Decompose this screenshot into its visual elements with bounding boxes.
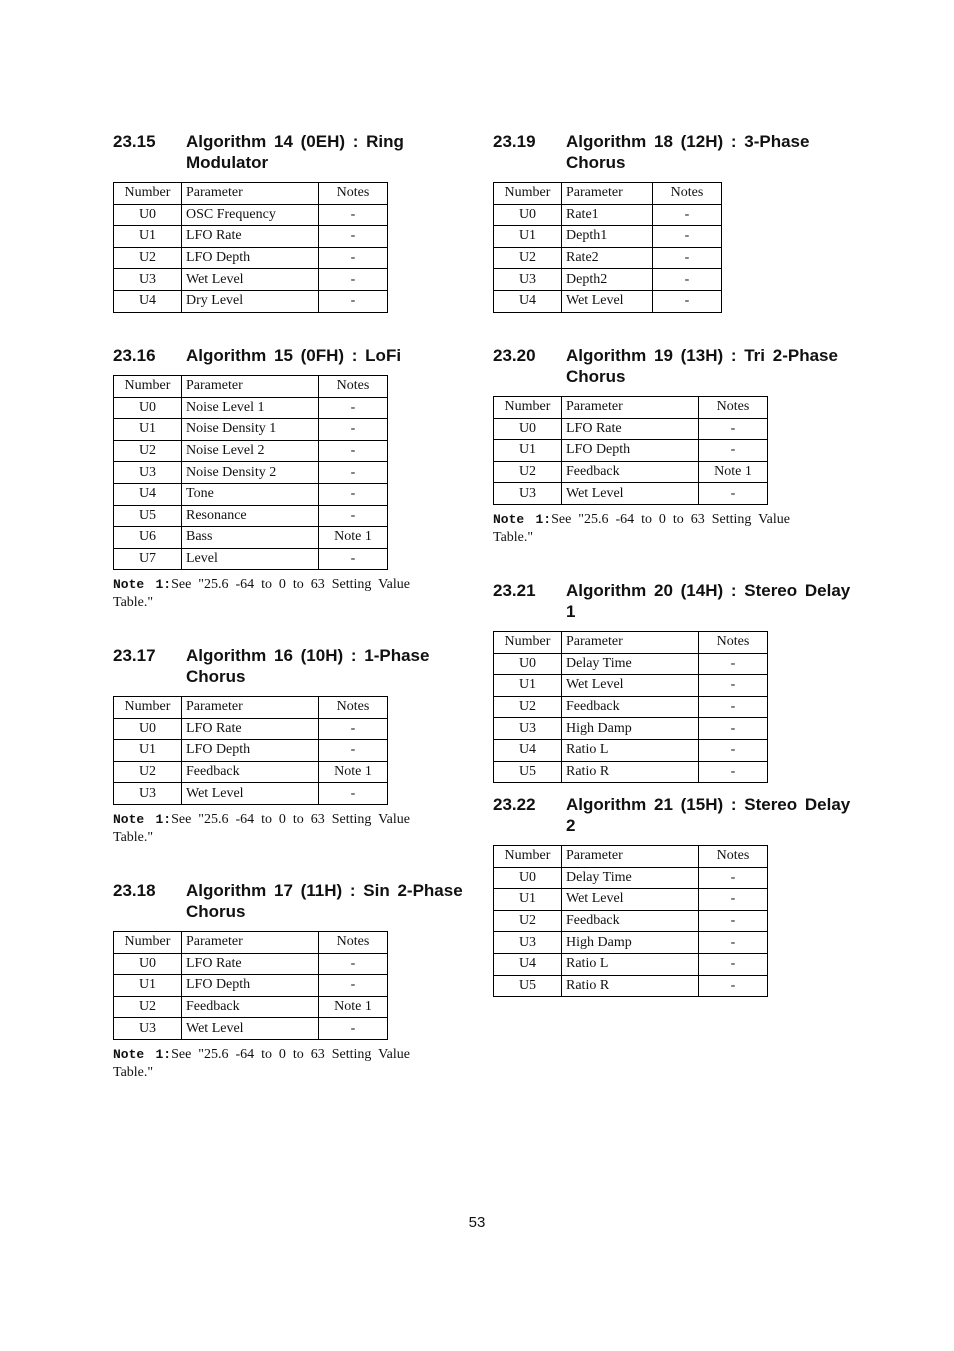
table-cell: U0 [494, 867, 562, 889]
table-cell: LFO Depth [182, 975, 319, 997]
section-heading [113, 131, 463, 173]
table-cell: U4 [114, 290, 182, 312]
section-23-18 [113, 880, 463, 1082]
table-cell: - [699, 932, 768, 954]
table-cell: Note 1 [699, 461, 768, 483]
section-number: 23.15 [113, 132, 156, 151]
column-header: Number [494, 846, 562, 868]
table-cell: - [319, 226, 388, 248]
table-cell: U3 [114, 462, 182, 484]
table-cell: U7 [114, 548, 182, 570]
section-title: Algorithm 14 (0EH) : Ring Modulator [186, 132, 404, 172]
table-cell: U3 [114, 1018, 182, 1040]
parameter-table [493, 631, 768, 783]
table-header-row [114, 697, 388, 719]
table-cell: U0 [494, 204, 562, 226]
table-cell: U6 [114, 527, 182, 549]
table-cell: - [319, 953, 388, 975]
section-title: Algorithm 16 (10H) : 1-Phase Chorus [186, 646, 430, 686]
table-cell: Noise Level 1 [182, 397, 319, 419]
table-cell: U5 [494, 761, 562, 783]
table-cell: - [699, 696, 768, 718]
table-cell: Level [182, 548, 319, 570]
table-cell: - [319, 783, 388, 805]
table-cell: Wet Level [182, 269, 319, 291]
footnote [493, 511, 790, 547]
table-cell: U1 [114, 975, 182, 997]
section-number: 23.19 [493, 132, 536, 151]
section-number: 23.22 [493, 795, 536, 814]
table-cell: U3 [494, 483, 562, 505]
parameter-table [113, 182, 388, 313]
column-header: Parameter [182, 376, 319, 398]
table-cell: U0 [114, 718, 182, 740]
column-header: Number [114, 183, 182, 205]
table-cell: - [319, 290, 388, 312]
footnote-tag: Note 1: [493, 511, 552, 527]
table-row [114, 975, 388, 997]
parameter-table [113, 931, 388, 1040]
table-cell: U3 [494, 269, 562, 291]
footnote [113, 811, 410, 847]
table-row [114, 440, 388, 462]
table-cell: High Damp [562, 718, 699, 740]
column-header: Number [494, 632, 562, 654]
section-title: Algorithm 15 (0FH) : LoFi [186, 346, 402, 365]
footnote-text: See "25.6 -64 to 0 to 63 Setting Value Table." [113, 1046, 410, 1080]
table-cell: U4 [494, 290, 562, 312]
table-row [114, 996, 388, 1018]
column-header: Parameter [182, 697, 319, 719]
table-cell: U5 [114, 505, 182, 527]
table-cell: - [319, 440, 388, 462]
table-cell: U2 [494, 696, 562, 718]
table-row [114, 397, 388, 419]
column-header: Notes [319, 697, 388, 719]
table-cell: U2 [114, 440, 182, 462]
table-cell: - [699, 953, 768, 975]
table-cell: - [319, 269, 388, 291]
table-row [114, 1018, 388, 1040]
table-row [114, 419, 388, 441]
table-cell: Ratio R [562, 975, 699, 997]
table-cell: - [319, 975, 388, 997]
section-title: Algorithm 19 (13H) : Tri 2-Phase Chorus [566, 346, 838, 386]
section-title: Algorithm 17 (11H) : Sin 2-Phase Chorus [186, 881, 463, 921]
table-cell: U0 [494, 418, 562, 440]
table-row [494, 269, 722, 291]
table-cell: U2 [114, 247, 182, 269]
table-row [114, 483, 388, 505]
table-cell: Noise Density 1 [182, 419, 319, 441]
table-cell: Resonance [182, 505, 319, 527]
table-cell: - [319, 247, 388, 269]
table-cell: Rate1 [562, 204, 653, 226]
table-cell: Rate2 [562, 247, 653, 269]
table-header-row [494, 397, 768, 419]
table-row [494, 204, 722, 226]
section-heading [113, 345, 410, 366]
table-row [114, 953, 388, 975]
table-cell: - [699, 739, 768, 761]
table-cell: U4 [494, 739, 562, 761]
table-row [114, 204, 388, 226]
section-heading [113, 645, 463, 687]
column-header: Parameter [562, 183, 653, 205]
table-cell: - [699, 483, 768, 505]
section-23-19 [493, 131, 853, 313]
parameter-table [493, 396, 768, 505]
section-number: 23.16 [113, 346, 156, 365]
table-cell: - [699, 718, 768, 740]
table-cell: Wet Level [182, 783, 319, 805]
table-row [494, 910, 768, 932]
section-title: Algorithm 20 (14H) : Stereo Delay 1 [566, 581, 851, 621]
section-number: 23.18 [113, 881, 156, 900]
table-cell: U2 [494, 247, 562, 269]
table-cell: U3 [494, 718, 562, 740]
table-row [494, 440, 768, 462]
table-cell: Noise Density 2 [182, 462, 319, 484]
table-row [494, 653, 768, 675]
table-cell: U0 [494, 653, 562, 675]
table-row [494, 953, 768, 975]
section-heading [113, 880, 463, 922]
table-cell: - [653, 290, 722, 312]
section-heading [493, 580, 853, 622]
page-number: 53 [468, 1214, 486, 1231]
table-row [114, 290, 388, 312]
section-number: 23.21 [493, 581, 536, 600]
table-row [494, 867, 768, 889]
table-row [494, 247, 722, 269]
table-cell: Bass [182, 527, 319, 549]
column-header: Notes [319, 376, 388, 398]
column-header: Notes [699, 632, 768, 654]
table-cell: U1 [494, 889, 562, 911]
table-cell: - [699, 910, 768, 932]
table-cell: Feedback [182, 996, 319, 1018]
table-row [494, 718, 768, 740]
table-cell: - [699, 418, 768, 440]
table-cell: U1 [114, 419, 182, 441]
table-cell: OSC Frequency [182, 204, 319, 226]
table-cell: - [699, 975, 768, 997]
table-cell: Noise Level 2 [182, 440, 319, 462]
table-row [114, 761, 388, 783]
footnote-text: See "25.6 -64 to 0 to 63 Setting Value Table." [113, 577, 410, 611]
table-row [494, 461, 768, 483]
table-cell: - [653, 247, 722, 269]
table-cell: U4 [114, 483, 182, 505]
table-cell: LFO Rate [562, 418, 699, 440]
table-header-row [114, 183, 388, 205]
table-cell: Wet Level [562, 483, 699, 505]
footnote [113, 1046, 410, 1082]
table-cell: Delay Time [562, 867, 699, 889]
table-cell: U2 [114, 996, 182, 1018]
footnote-tag: Note 1: [113, 577, 172, 593]
table-cell: Ratio L [562, 739, 699, 761]
footnote-text: See "25.6 -64 to 0 to 63 Setting Value Table." [493, 511, 790, 545]
table-row [494, 889, 768, 911]
table-row [114, 247, 388, 269]
table-cell: Wet Level [562, 889, 699, 911]
table-cell: U0 [114, 953, 182, 975]
table-row [494, 675, 768, 697]
table-cell: U2 [494, 461, 562, 483]
table-cell: Wet Level [182, 1018, 319, 1040]
table-cell: - [319, 419, 388, 441]
table-cell: LFO Depth [182, 247, 319, 269]
column-header: Parameter [562, 397, 699, 419]
section-23-15 [113, 131, 463, 313]
table-cell: U1 [494, 675, 562, 697]
table-row [494, 696, 768, 718]
table-row [114, 226, 388, 248]
table-cell: Depth2 [562, 269, 653, 291]
table-cell: U1 [494, 226, 562, 248]
footnote-tag: Note 1: [113, 1046, 172, 1062]
column-header: Number [494, 397, 562, 419]
table-cell: Wet Level [562, 290, 653, 312]
table-cell: Feedback [562, 696, 699, 718]
table-cell: Feedback [562, 461, 699, 483]
table-header-row [494, 632, 768, 654]
column-header: Notes [699, 846, 768, 868]
table-cell: - [699, 440, 768, 462]
section-heading [493, 345, 853, 387]
table-header-row [494, 183, 722, 205]
section-23-17 [113, 645, 463, 847]
table-row [114, 740, 388, 762]
table-cell: LFO Rate [182, 226, 319, 248]
table-header-row [494, 846, 768, 868]
table-cell: Ratio R [562, 761, 699, 783]
column-header: Parameter [182, 932, 319, 954]
table-cell: Dry Level [182, 290, 319, 312]
table-row [494, 975, 768, 997]
table-cell: LFO Depth [562, 440, 699, 462]
table-cell: - [653, 269, 722, 291]
table-row [494, 418, 768, 440]
table-cell: - [319, 204, 388, 226]
table-cell: Tone [182, 483, 319, 505]
table-row [114, 462, 388, 484]
section-23-21 [493, 580, 853, 783]
section-23-16 [113, 345, 410, 612]
table-cell: - [699, 653, 768, 675]
table-row [114, 548, 388, 570]
section-23-20 [493, 345, 853, 547]
parameter-table [113, 375, 388, 570]
table-cell: U1 [114, 226, 182, 248]
column-header: Number [114, 932, 182, 954]
table-cell: - [653, 204, 722, 226]
table-cell: Feedback [182, 761, 319, 783]
table-row [114, 718, 388, 740]
table-cell: - [319, 740, 388, 762]
table-header-row [114, 932, 388, 954]
table-row [494, 761, 768, 783]
table-cell: - [319, 483, 388, 505]
table-cell: Note 1 [319, 996, 388, 1018]
table-row [494, 483, 768, 505]
table-cell: U5 [494, 975, 562, 997]
table-row [494, 226, 722, 248]
column-header: Notes [319, 932, 388, 954]
footnote-tag: Note 1: [113, 811, 172, 827]
table-cell: - [319, 1018, 388, 1040]
table-cell: U1 [114, 740, 182, 762]
table-cell: Depth1 [562, 226, 653, 248]
table-cell: Feedback [562, 910, 699, 932]
column-header: Parameter [562, 846, 699, 868]
table-cell: LFO Rate [182, 953, 319, 975]
table-cell: - [319, 462, 388, 484]
table-cell: - [653, 226, 722, 248]
table-cell: Ratio L [562, 953, 699, 975]
table-cell: U3 [114, 783, 182, 805]
table-cell: U0 [114, 204, 182, 226]
table-cell: LFO Depth [182, 740, 319, 762]
table-cell: U1 [494, 440, 562, 462]
column-header: Parameter [562, 632, 699, 654]
footnote-text: See "25.6 -64 to 0 to 63 Setting Value Table." [113, 811, 410, 845]
table-cell: - [319, 397, 388, 419]
table-cell: U4 [494, 953, 562, 975]
section-title: Algorithm 18 (12H) : 3-Phase Chorus [566, 132, 810, 172]
parameter-table [493, 845, 768, 997]
table-row [114, 527, 388, 549]
table-cell: - [699, 675, 768, 697]
table-row [114, 505, 388, 527]
parameter-table [493, 182, 722, 313]
table-cell: - [699, 761, 768, 783]
table-cell: LFO Rate [182, 718, 319, 740]
table-cell: U0 [114, 397, 182, 419]
table-cell: - [699, 889, 768, 911]
table-cell: - [699, 867, 768, 889]
table-cell: U2 [494, 910, 562, 932]
section-heading [493, 794, 853, 836]
table-cell: Note 1 [319, 761, 388, 783]
table-cell: - [319, 548, 388, 570]
section-number: 23.20 [493, 346, 536, 365]
section-title: Algorithm 21 (15H) : Stereo Delay 2 [566, 795, 851, 835]
column-header: Notes [319, 183, 388, 205]
table-cell: Delay Time [562, 653, 699, 675]
table-cell: U3 [494, 932, 562, 954]
section-number: 23.17 [113, 646, 156, 665]
table-cell: - [319, 505, 388, 527]
column-header: Number [114, 376, 182, 398]
table-row [494, 290, 722, 312]
column-header: Number [494, 183, 562, 205]
table-cell: - [319, 718, 388, 740]
table-row [494, 739, 768, 761]
table-cell: Wet Level [562, 675, 699, 697]
table-header-row [114, 376, 388, 398]
table-cell: High Damp [562, 932, 699, 954]
parameter-table [113, 696, 388, 805]
table-row [114, 783, 388, 805]
table-cell: Note 1 [319, 527, 388, 549]
table-row [114, 269, 388, 291]
section-heading [493, 131, 853, 173]
column-header: Notes [699, 397, 768, 419]
column-header: Parameter [182, 183, 319, 205]
footnote [113, 576, 410, 612]
table-cell: U2 [114, 761, 182, 783]
section-23-22 [493, 794, 853, 997]
column-header: Notes [653, 183, 722, 205]
table-row [494, 932, 768, 954]
column-header: Number [114, 697, 182, 719]
table-cell: U3 [114, 269, 182, 291]
